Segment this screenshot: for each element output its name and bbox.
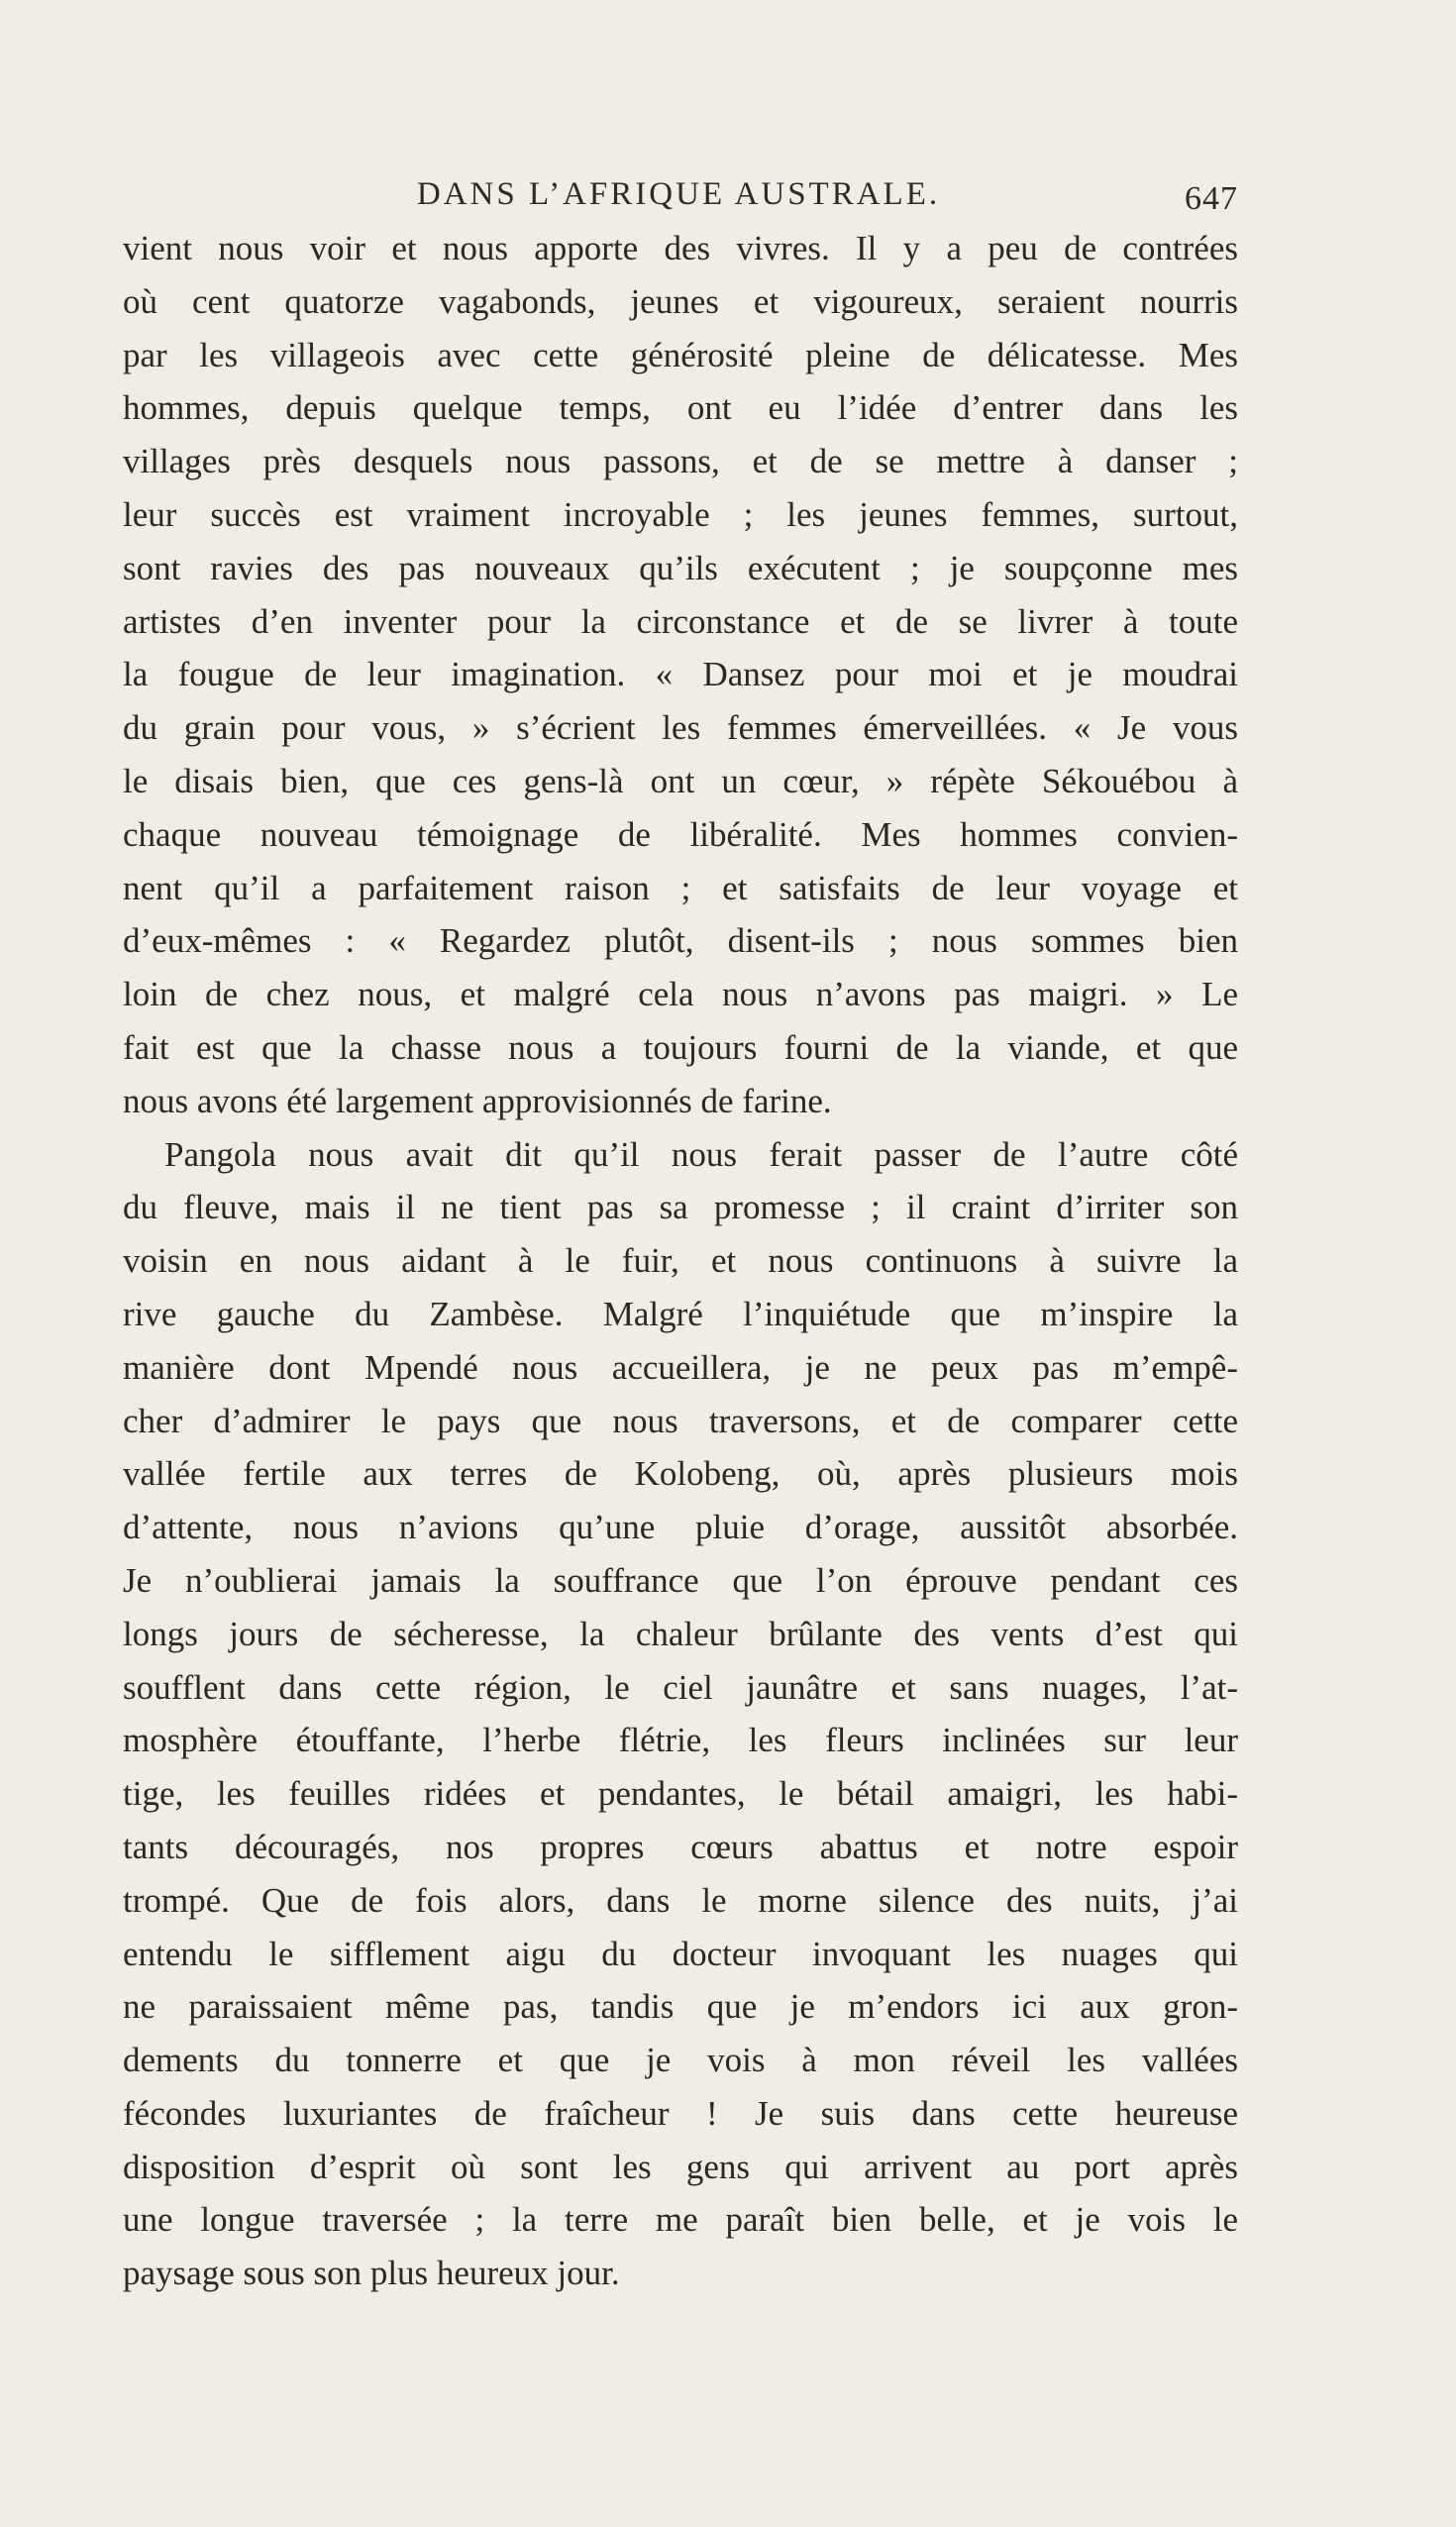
text-line: du fleuve, mais il ne tient pas sa promesse ; il craint d’irriter son	[123, 1188, 1238, 1227]
text-line: sont ravies des pas nouveaux qu’ils exécutent ; je soupçonne mes	[123, 548, 1238, 587]
text-line: voisin en nous aidant à le fuir, et nous continuons à suivre la	[123, 1241, 1238, 1281]
text-line: fécondes luxuriantes de fraîcheur ! Je suis dans cette heureuse	[123, 2093, 1238, 2133]
text-line: cher d’admirer le pays que nous traversons, et de comparer cette	[123, 1401, 1238, 1440]
text-line: disposition d’esprit où sont les gens qui arrivent au port après	[123, 2147, 1238, 2186]
text-line: d’attente, nous n’avions qu’une pluie d’orage, aussitôt absorbée.	[123, 1508, 1238, 1547]
text-line: trompé. Que de fois alors, dans le morne silence des nuits, j’ai	[123, 1880, 1238, 1920]
text-line: du grain pour vous, » s’écrient les femmes émerveillées. « Je vous	[123, 708, 1238, 748]
text-line: tige, les feuilles ridées et pendantes, le bétail amaigri, les habi-	[123, 1774, 1238, 1814]
text-line: ne paraissaient même pas, tandis que je m’endors ici aux gron-	[123, 1987, 1238, 2027]
text-line: tants découragés, nos propres cœurs abattus et notre espoir	[123, 1827, 1238, 1866]
text-line: vient nous voir et nous apporte des vivres. Il y a peu de contrées	[123, 229, 1238, 267]
running-head	[119, 176, 1238, 226]
paragraph-2	[123, 1128, 1238, 2301]
text-line: Pangola nous avait dit qu’il nous ferait passer de l’autre côté	[164, 1134, 1238, 1174]
text-line: le disais bien, que ces gens-là ont un cœur, » répète Sékouébou à	[123, 761, 1238, 800]
page-number: 647	[1185, 180, 1238, 217]
text-line: fait est que la chasse nous a toujours fourni de la viande, et que	[123, 1027, 1238, 1067]
text-line: hommes, depuis quelque temps, ont eu l’idée d’entrer dans les	[123, 388, 1238, 428]
text-line: la fougue de leur imagination. « Dansez pour moi et je moudrai	[123, 655, 1238, 694]
body-text	[123, 222, 1238, 2300]
text-line: nent qu’il a parfaitement raison ; et satisfaits de leur voyage et	[123, 868, 1238, 907]
text-line: mosphère étouffante, l’herbe flétrie, les fleurs inclinées sur leur	[123, 1721, 1238, 1760]
text-line: nous avons été largement approvisionnés de farine.	[123, 1081, 832, 1120]
paragraph-1	[123, 222, 1238, 1128]
text-line: entendu le sifflement aigu du docteur invoquant les nuages qui	[123, 1934, 1238, 1973]
text-line: manière dont Mpendé nous accueillera, je ne peux pas m’empê-	[123, 1347, 1238, 1387]
text-line: d’eux-mêmes : « Regardez plutôt, disent-ils ; nous sommes bien	[123, 921, 1238, 961]
text-line: chaque nouveau témoignage de libéralité. Mes hommes convien-	[123, 814, 1238, 854]
text-line: dements du tonnerre et que je vois à mon réveil les vallées	[123, 2041, 1238, 2080]
text-line: soufflent dans cette région, le ciel jaunâtre et sans nuages, l’at-	[123, 1667, 1238, 1707]
text-line: loin de chez nous, et malgré cela nous n’avons pas maigri. » Le	[123, 975, 1238, 1014]
text-line: où cent quatorze vagabonds, jeunes et vigoureux, seraient nourris	[123, 281, 1238, 321]
text-line: une longue traversée ; la terre me paraît bien belle, et je vois le	[123, 2200, 1238, 2240]
text-line: paysage sous son plus heureux jour.	[123, 2254, 620, 2293]
text-line: leur succès est vraiment incroyable ; les jeunes femmes, surtout,	[123, 494, 1238, 534]
text-line: par les villageois avec cette générosité pleine de délicatesse. Mes	[123, 335, 1238, 374]
text-line: longs jours de sécheresse, la chaleur brûlante des vents d’est qui	[123, 1614, 1238, 1653]
text-line: vallée fertile aux terres de Kolobeng, où, après plusieurs mois	[123, 1454, 1238, 1494]
running-title: DANS L’AFRIQUE AUSTRALE.	[416, 176, 941, 212]
text-line: artistes d’en inventer pour la circonstance et de se livrer à toute	[123, 601, 1238, 641]
text-line: Je n’oublierai jamais la souffrance que l’on éprouve pendant ces	[123, 1560, 1238, 1600]
text-line: rive gauche du Zambèse. Malgré l’inquiétude que m’inspire la	[123, 1294, 1238, 1333]
text-line: villages près desquels nous passons, et de se mettre à danser ;	[123, 442, 1238, 481]
